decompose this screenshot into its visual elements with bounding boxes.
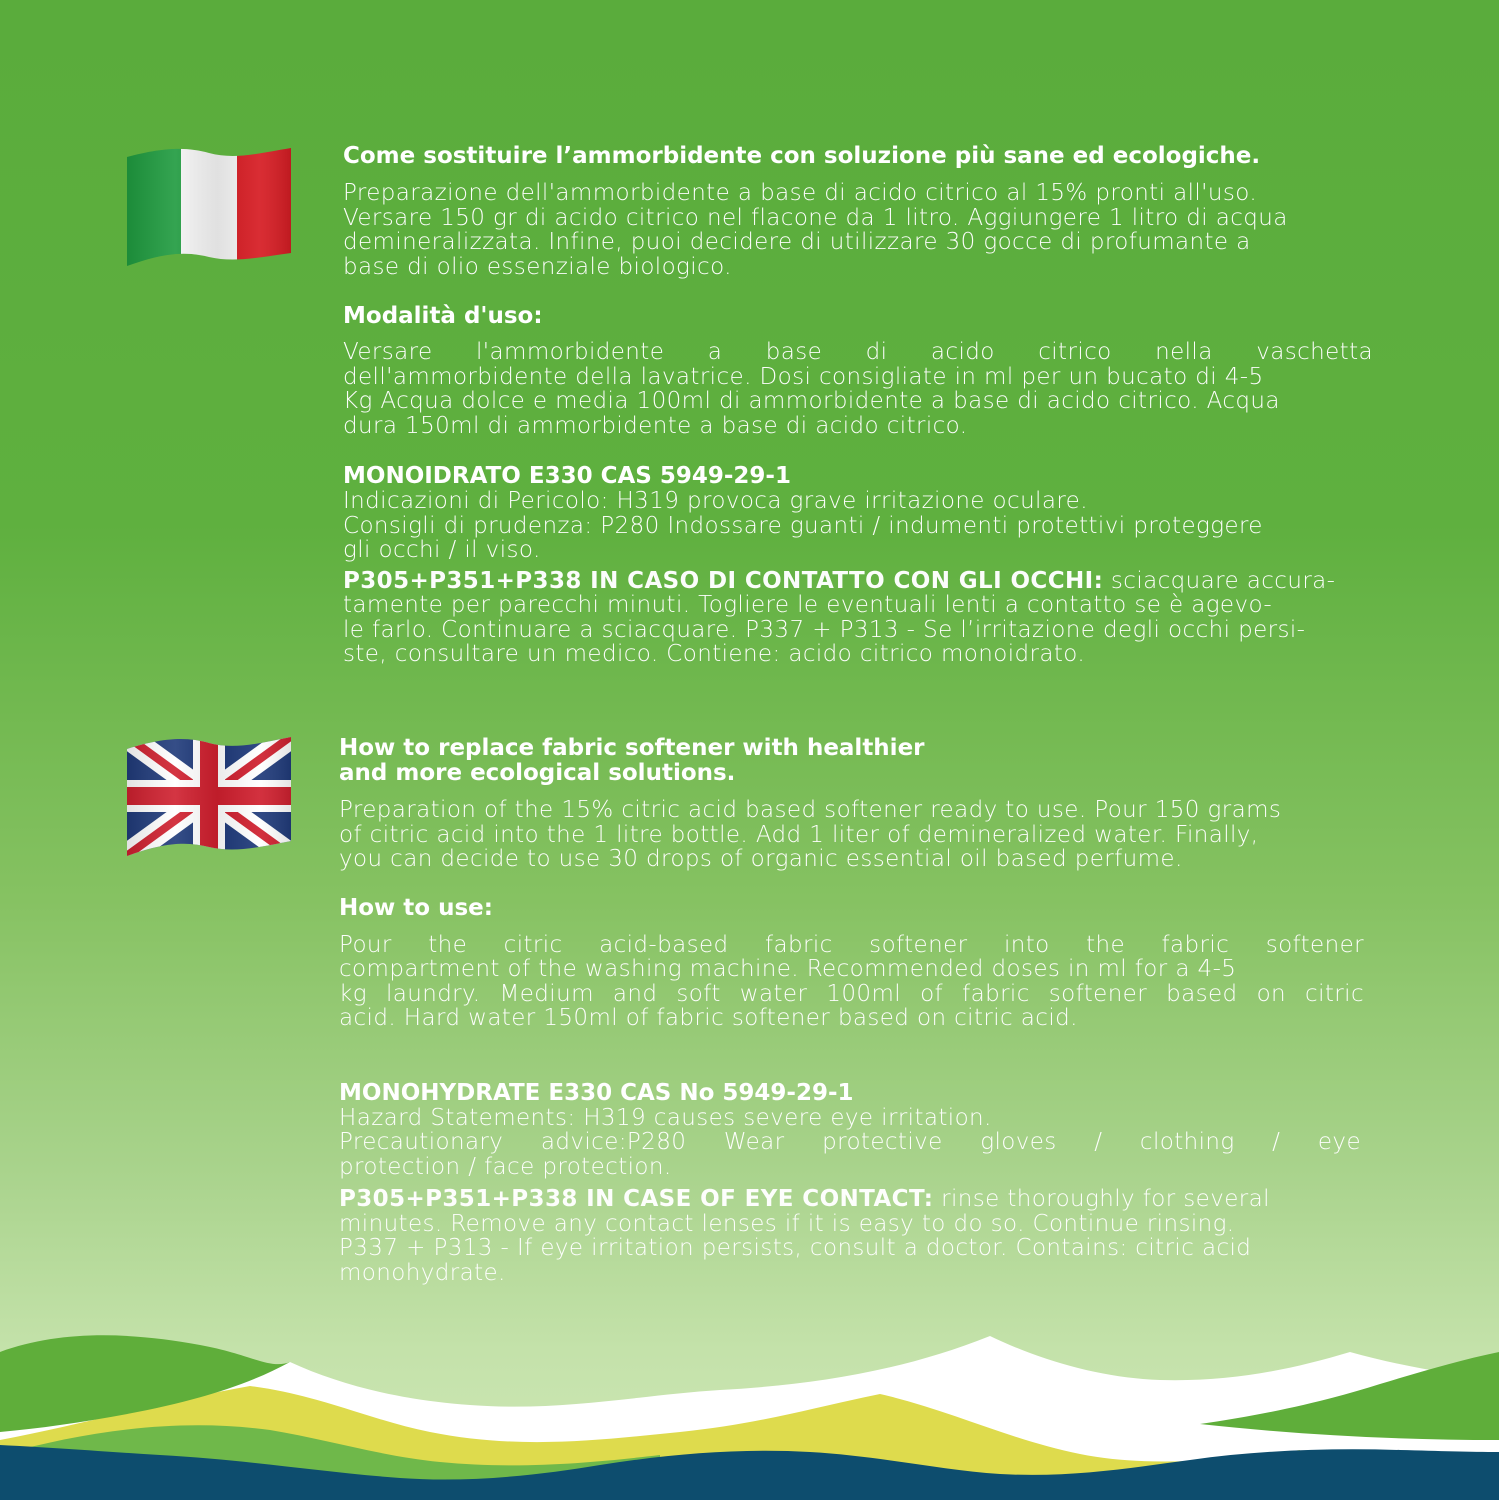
english-advice-line: Precautionary advice:P280 Wear protective gloves / clothing / eye (339, 1129, 1361, 1155)
italian-contact-line: tamente per parecchi minuti. Togliere le eventuali lenti a contatto se è agevo- (343, 592, 1273, 618)
italian-contact-line: ste, consultare un medico. Contiene: acido citrico monoidrato. (343, 641, 1086, 667)
english-intro-line: you can decide to use 30 drops of organic essential oil based perfume. (339, 846, 1183, 872)
english-contact-lead: P305+P351+P338 IN CASE OF EYE CONTACT: (339, 1186, 934, 1212)
italian-usage-line: Versare l'ammorbidente a base di acido citrico nella vaschetta (343, 339, 1373, 365)
italian-contact-line: le farlo. Continuare a sciacquare. P337 + P313 - Se l’irritazione degli occhi persi- (343, 616, 1306, 643)
italian-contact-lead: P305+P351+P338 IN CASO DI CONTATTO CON GLI OCCHI: (343, 567, 1104, 594)
italian-usage-line: Kg Acqua dolce e media 100ml di ammorbidente a base di acido citrico. Acqua (343, 388, 1280, 414)
english-contact-line: P337 + P313 - If eye irritation persists, consult a doctor. Contains: citric acid (339, 1235, 1252, 1261)
english-hazard: Hazard Statements: H319 causes severe eye irritation. (339, 1104, 992, 1131)
english-title-line: How to replace fabric softener with healthier (339, 735, 925, 761)
english-intro-line: of citric acid into the 1 litre bottle. Add 1 liter of demineralized water. Finally, (339, 821, 1259, 848)
english-usage-line: acid. Hard water 150ml of fabric softener based on citric acid. (339, 1005, 1078, 1031)
italian-intro-line: Preparazione dell'ammorbidente a base di acido citrico al 15% pronti all'uso. (343, 180, 1258, 206)
italian-usage-title: Modalità d'uso: (343, 303, 543, 329)
italian-safety-title: MONOIDRATO E330 CAS 5949-29-1 (343, 463, 791, 489)
english-advice-line: protection / face protection. (339, 1153, 672, 1180)
italian-advice-line: gli occhi / il viso. (343, 537, 541, 563)
english-contact-line: minutes. Remove any contact lenses if it is easy to do so. Continue rinsing. (339, 1210, 1235, 1237)
italian-intro-line: Versare 150 gr di acido citrico nel flacone da 1 litro. Aggiungere 1 litro di acqua (343, 204, 1288, 231)
italian-usage-line: dell'ammorbidente della lavatrice. Dosi consigliate in ml per un bucato di 4-5 (343, 363, 1264, 390)
english-safety-title: MONOHYDRATE E330 CAS No 5949-29-1 (339, 1079, 854, 1106)
italian-intro-line: base di olio essenziale biologico. (343, 253, 732, 280)
english-usage-line: Pour the citric acid-based fabric softener into the fabric softener (339, 931, 1364, 958)
english-title-line: and more ecological solutions. (339, 760, 736, 786)
english-usage-line: kg laundry. Medium and soft water 100ml of fabric softener based on citric (339, 980, 1364, 1007)
english-contact-line: monohydrate. (339, 1259, 506, 1286)
english-usage-title: How to use: (339, 894, 493, 921)
english-contact-rest: rinse thoroughly for several (933, 1186, 1270, 1212)
italian-advice-line: Consigli di prudenza: P280 Indossare guanti / indumenti protettivi proteggere (343, 512, 1263, 539)
english-intro-line: Preparation of the 15% citric acid based softener ready to use. Pour 150 grams (339, 797, 1282, 823)
italian-hazard: Indicazioni di Pericolo: H319 provoca grave irritazione oculare. (343, 488, 1088, 514)
italian-contact-rest: sciacquare accura- (1103, 567, 1336, 594)
italian-intro-line: demineralizzata. Infine, puoi decidere di utilizzare 30 gocce di profumante a (343, 229, 1251, 255)
italian-usage-line: dura 150ml di ammorbidente a base di acido citrico. (343, 412, 968, 439)
english-usage-line: compartment of the washing machine. Recommended doses in ml for a 4-5 (339, 956, 1237, 982)
italian-title: Come sostituire l’ammorbidente con soluzione più sane ed ecologiche. (343, 143, 1261, 169)
